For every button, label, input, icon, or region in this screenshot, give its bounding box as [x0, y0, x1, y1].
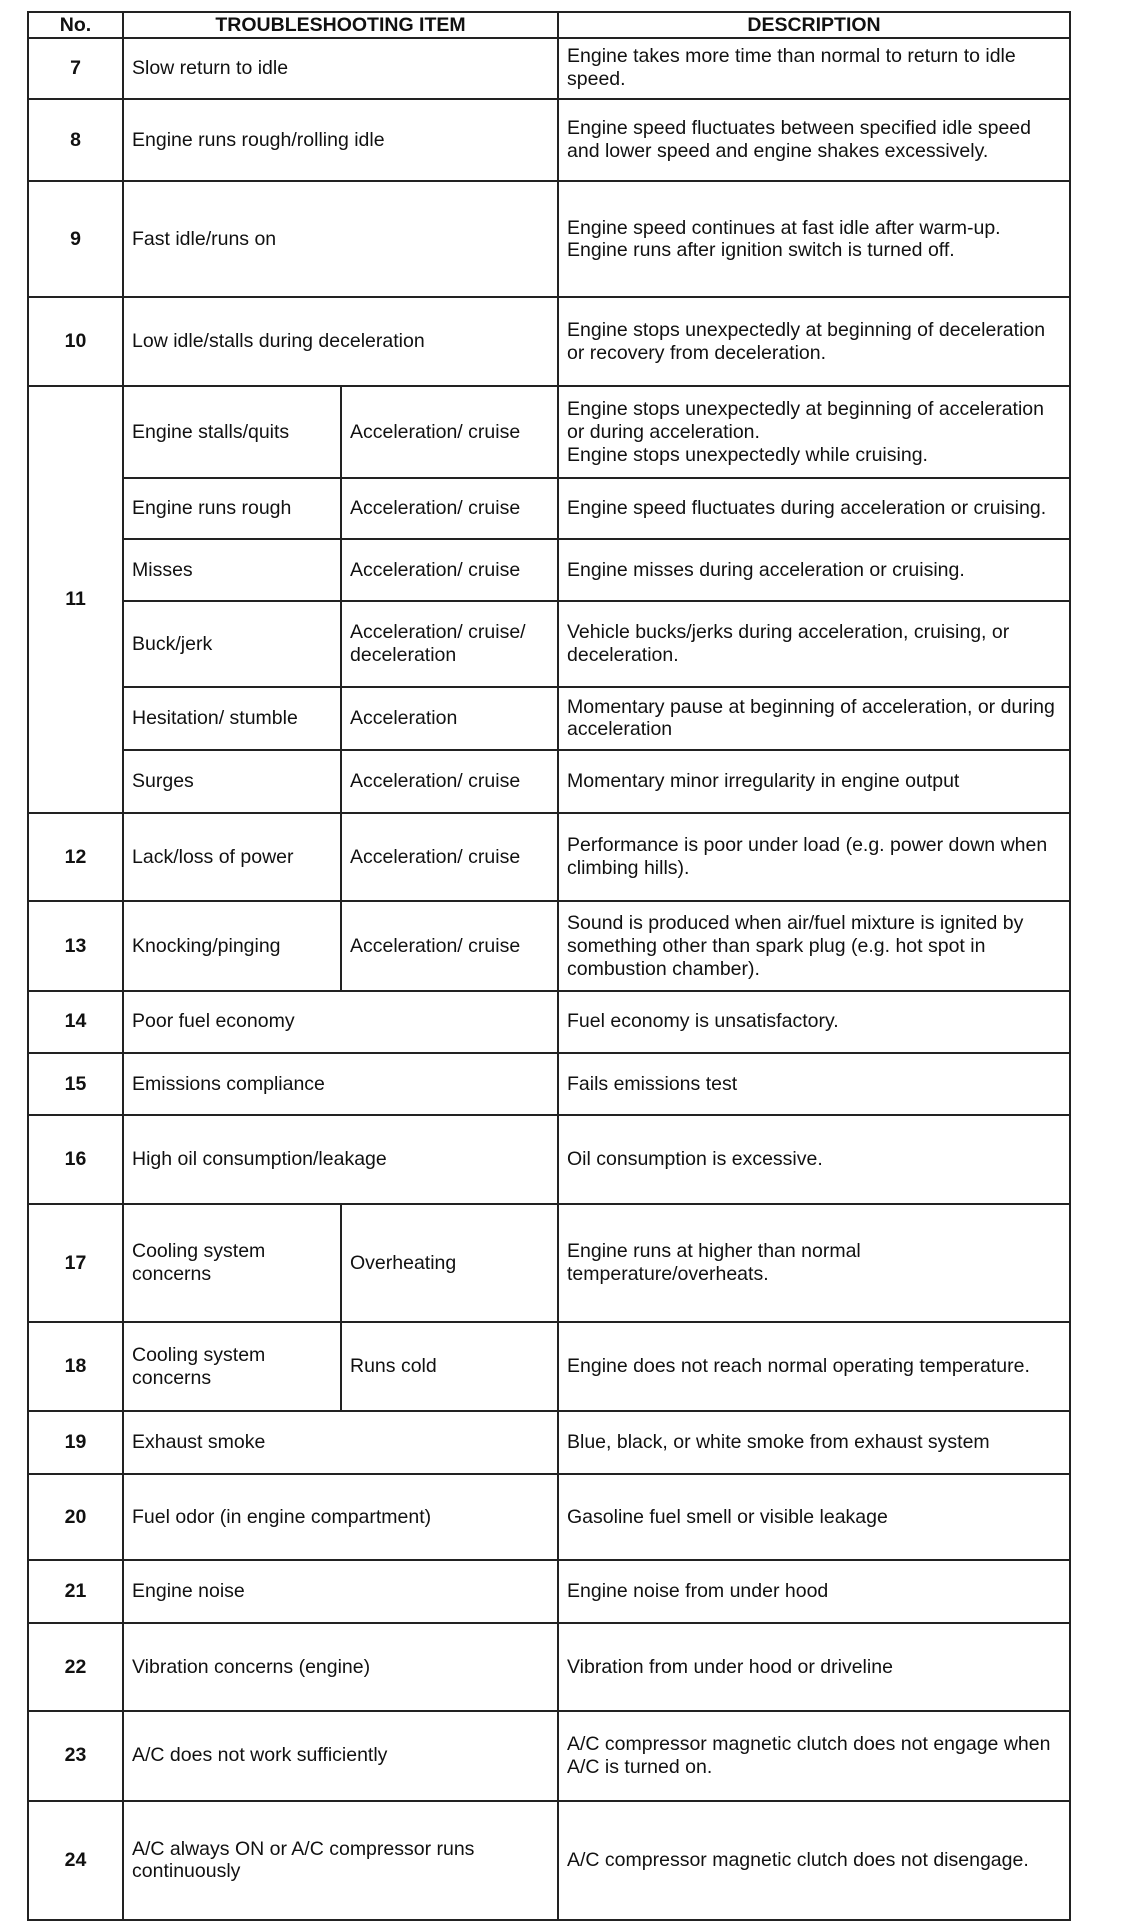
- row-number: 15: [28, 1053, 123, 1116]
- row-number: 14: [28, 991, 123, 1053]
- description: Engine noise from under hood: [558, 1560, 1070, 1623]
- troubleshooting-table: [27, 11, 1071, 1921]
- table-row: [28, 1560, 1070, 1623]
- table-row: [28, 539, 1070, 602]
- condition: Acceleration/ cruise: [341, 539, 558, 602]
- condition: Overheating: [341, 1204, 558, 1322]
- header-row: [28, 12, 1070, 38]
- row-number: 18: [28, 1322, 123, 1411]
- table-row: [28, 1474, 1070, 1561]
- header-no: No.: [28, 12, 123, 38]
- row-number: 21: [28, 1560, 123, 1623]
- header-description: DESCRIPTION: [558, 12, 1070, 38]
- description: Momentary minor irregularity in engine output: [558, 750, 1070, 814]
- description: Oil consumption is excessive.: [558, 1115, 1070, 1204]
- troubleshooting-item: Knocking/pinging: [123, 901, 341, 991]
- table-row: [28, 901, 1070, 991]
- table-row: [28, 1411, 1070, 1474]
- row-number: 11: [28, 386, 123, 813]
- description: Fuel economy is unsatisfactory.: [558, 991, 1070, 1053]
- row-number: 7: [28, 38, 123, 99]
- table-row: [28, 1204, 1070, 1322]
- table-row: [28, 750, 1070, 814]
- table-row: [28, 1322, 1070, 1411]
- troubleshooting-item: A/C does not work sufficiently: [123, 1711, 558, 1801]
- description: Sound is produced when air/fuel mixture is ignited by something other than spark plug (e.g. hot spot in combustion chamber).: [558, 901, 1070, 991]
- row-number: 20: [28, 1474, 123, 1561]
- condition: Acceleration: [341, 687, 558, 750]
- condition: Acceleration/ cruise: [341, 478, 558, 539]
- troubleshooting-item: Vibration concerns (engine): [123, 1623, 558, 1711]
- troubleshooting-item: A/C always ON or A/C compressor runs continuously: [123, 1801, 558, 1920]
- description: Engine stops unexpectedly at beginning of deceleration or recovery from deceleration.: [558, 297, 1070, 386]
- troubleshooting-item: Slow return to idle: [123, 38, 558, 99]
- header-item: TROUBLESHOOTING ITEM: [123, 12, 558, 38]
- condition: Acceleration/ cruise: [341, 813, 558, 901]
- description: Gasoline fuel smell or visible leakage: [558, 1474, 1070, 1561]
- description: Momentary pause at beginning of acceleration, or during acceleration: [558, 687, 1070, 750]
- condition: Runs cold: [341, 1322, 558, 1411]
- table-row: [28, 478, 1070, 539]
- troubleshooting-item: Hesitation/ stumble: [123, 687, 341, 750]
- row-number: 22: [28, 1623, 123, 1711]
- row-number: 10: [28, 297, 123, 386]
- description-line: Engine speed continues at fast idle after warm-up.: [567, 216, 1001, 239]
- table-row: [28, 297, 1070, 386]
- description: [558, 181, 1070, 297]
- description: Engine speed fluctuates between specified idle speed and lower speed and engine shakes excessively.: [558, 99, 1070, 182]
- row-number: 23: [28, 1711, 123, 1801]
- troubleshooting-item: Buck/jerk: [123, 601, 341, 687]
- description: Engine runs at higher than normal temperature/overheats.: [558, 1204, 1070, 1322]
- description: Blue, black, or white smoke from exhaust system: [558, 1411, 1070, 1474]
- row-number: 13: [28, 901, 123, 991]
- description: Engine misses during acceleration or cruising.: [558, 539, 1070, 602]
- troubleshooting-item: High oil consumption/leakage: [123, 1115, 558, 1204]
- description: [558, 386, 1070, 478]
- description: A/C compressor magnetic clutch does not engage when A/C is turned on.: [558, 1711, 1070, 1801]
- troubleshooting-item: Fuel odor (in engine compartment): [123, 1474, 558, 1561]
- condition: Acceleration/ cruise: [341, 901, 558, 991]
- condition: Acceleration/ cruise/ deceleration: [341, 601, 558, 687]
- description-line: Engine stops unexpectedly at beginning of acceleration or during acceleration.: [567, 398, 1044, 443]
- table-row: [28, 386, 1070, 478]
- troubleshooting-item: Engine noise: [123, 1560, 558, 1623]
- table-row: [28, 601, 1070, 687]
- troubleshooting-item: Exhaust smoke: [123, 1411, 558, 1474]
- table-row: [28, 813, 1070, 901]
- row-number: 9: [28, 181, 123, 297]
- row-number: 17: [28, 1204, 123, 1322]
- row-number: 19: [28, 1411, 123, 1474]
- table-row: [28, 687, 1070, 750]
- troubleshooting-item: Lack/loss of power: [123, 813, 341, 901]
- description-line: Engine stops unexpectedly while cruising.: [567, 443, 928, 466]
- table-row: [28, 38, 1070, 99]
- description: Engine speed fluctuates during acceleration or cruising.: [558, 478, 1070, 539]
- row-number: 8: [28, 99, 123, 182]
- troubleshooting-item: Engine stalls/quits: [123, 386, 341, 478]
- troubleshooting-item: Engine runs rough: [123, 478, 341, 539]
- description: Vehicle bucks/jerks during acceleration, cruising, or deceleration.: [558, 601, 1070, 687]
- table-row: [28, 181, 1070, 297]
- troubleshooting-item: Surges: [123, 750, 341, 814]
- description: Vibration from under hood or driveline: [558, 1623, 1070, 1711]
- description: Fails emissions test: [558, 1053, 1070, 1116]
- row-number: 12: [28, 813, 123, 901]
- description: Performance is poor under load (e.g. power down when climbing hills).: [558, 813, 1070, 901]
- table-row: [28, 99, 1070, 182]
- table-row: [28, 1053, 1070, 1116]
- condition: Acceleration/ cruise: [341, 750, 558, 814]
- troubleshooting-item: Misses: [123, 539, 341, 602]
- row-number: 24: [28, 1801, 123, 1920]
- description: Engine does not reach normal operating temperature.: [558, 1322, 1070, 1411]
- troubleshooting-item: Cooling system concerns: [123, 1322, 341, 1411]
- row-number: 16: [28, 1115, 123, 1204]
- description: Engine takes more time than normal to return to idle speed.: [558, 38, 1070, 99]
- troubleshooting-item: Cooling system concerns: [123, 1204, 341, 1322]
- troubleshooting-item: Fast idle/runs on: [123, 181, 558, 297]
- table-row: [28, 991, 1070, 1053]
- condition: Acceleration/ cruise: [341, 386, 558, 478]
- troubleshooting-item: Poor fuel economy: [123, 991, 558, 1053]
- troubleshooting-item: Emissions compliance: [123, 1053, 558, 1116]
- troubleshooting-item: Engine runs rough/rolling idle: [123, 99, 558, 182]
- table-row: [28, 1711, 1070, 1801]
- troubleshooting-item: Low idle/stalls during deceleration: [123, 297, 558, 386]
- table-row: [28, 1623, 1070, 1711]
- table-row: [28, 1801, 1070, 1920]
- description-line: Engine runs after ignition switch is turned off.: [567, 239, 955, 262]
- table-row: [28, 1115, 1070, 1204]
- description: A/C compressor magnetic clutch does not disengage.: [558, 1801, 1070, 1920]
